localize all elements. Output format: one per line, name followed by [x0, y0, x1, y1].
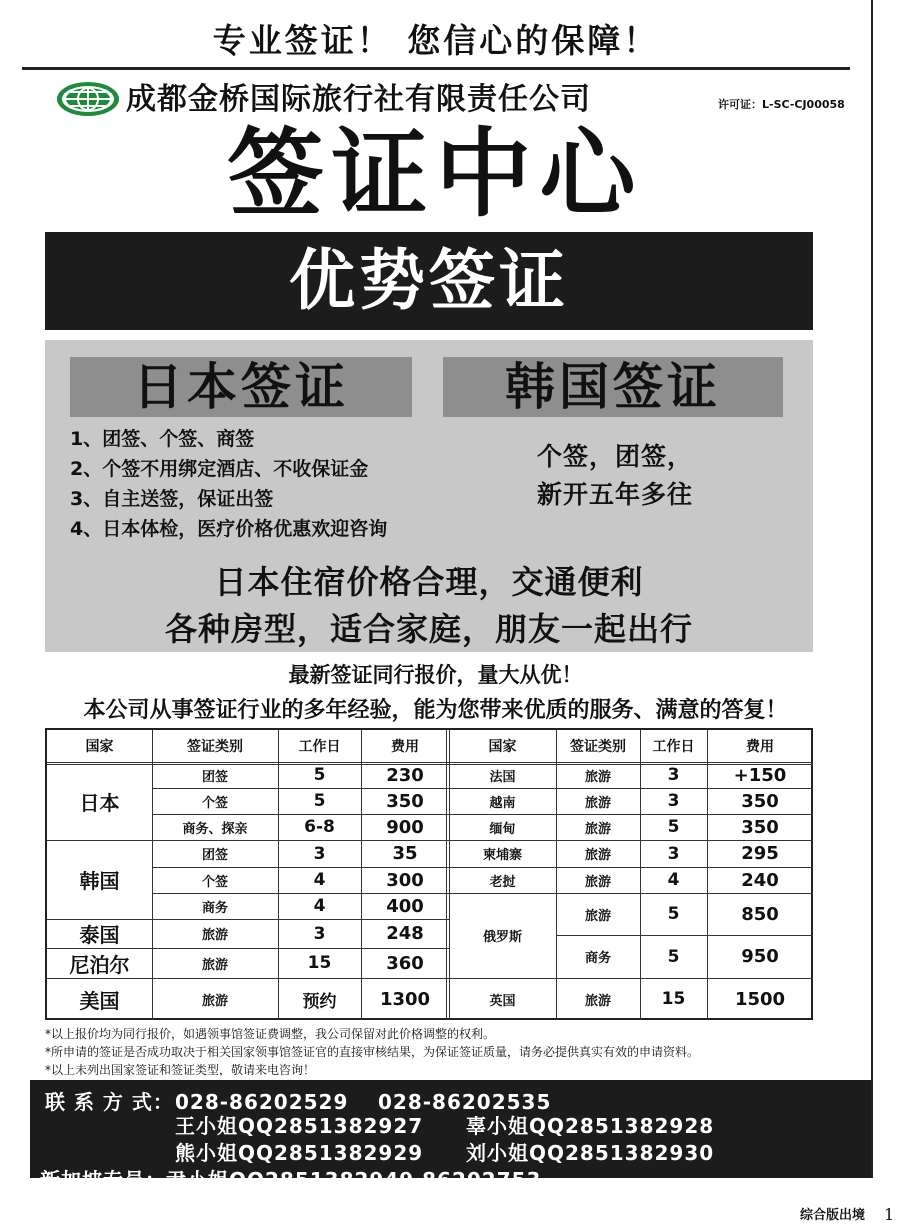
- slogan-divider: [22, 67, 850, 70]
- table-grid-line: [152, 730, 153, 1020]
- contact-qq-xiong: 熊小姐QQ2851382929: [175, 1141, 424, 1165]
- table-grid-line: [707, 730, 708, 1020]
- country-cell: 俄罗斯: [482, 930, 522, 945]
- fee-cell: 350: [386, 790, 424, 812]
- visa-type-cell: 团签: [201, 769, 228, 785]
- japan-feature-list: [70, 424, 387, 544]
- fee-cell: 248: [386, 923, 424, 944]
- globe-logo-icon: [55, 80, 121, 118]
- list-item: 2、个签不用绑定酒店、不收保证金: [70, 458, 369, 480]
- japan-visa-tag: 日本签证: [70, 357, 412, 417]
- contact-qq-liu: 刘小姐QQ2851382930: [466, 1141, 715, 1165]
- contact-phone-1: 028-86202529: [175, 1090, 349, 1114]
- visa-type-cell: 旅游: [584, 821, 611, 837]
- visa-type-cell: 个签: [201, 795, 228, 811]
- country-cell: 柬埔寨: [482, 848, 522, 863]
- contact-singapore: 新加坡专员：尹小姐QQ2851382949 86202753: [40, 1168, 542, 1192]
- table-header-cell: 工作日: [652, 739, 695, 755]
- country-cell: 尼泊尔: [69, 952, 130, 977]
- country-cell: 越南: [489, 795, 516, 811]
- slogan: 专业签证！ 您信心的保障！: [212, 21, 660, 60]
- fee-cell: 400: [386, 895, 424, 917]
- workdays-cell: 预约: [302, 991, 337, 1012]
- workdays-cell: 5: [313, 765, 326, 785]
- workdays-cell: 3: [313, 923, 326, 944]
- visa-type-cell: 旅游: [201, 993, 228, 1009]
- banner-title: 优势签证: [289, 242, 569, 319]
- table-grid-line: [361, 730, 362, 1020]
- table-header-cell: 国家: [488, 739, 517, 755]
- footnote: *所申请的签证是否成功取决于相关国家领事馆签证官的直接审核结果，为保证签证质量，请务必提供真实有效的申请资料。: [45, 1045, 700, 1059]
- korea-line: 新开五年多往: [536, 480, 693, 509]
- list-item: 4、日本体检，医疗价格优惠欢迎咨询: [70, 518, 388, 540]
- workdays-cell: 3: [667, 843, 680, 864]
- contact-label: 联 系 方 式：: [45, 1090, 174, 1114]
- table-grid-line: [446, 730, 447, 1020]
- fee-cell: 1300: [379, 988, 431, 1010]
- promo-line-2: 各种房型，适合家庭，朋友一起出行: [164, 610, 693, 648]
- country-cell: 英国: [489, 993, 516, 1009]
- visa-type-cell: 团签: [201, 848, 228, 863]
- visa-type-cell: 旅游: [201, 928, 228, 943]
- fee-cell: 900: [386, 816, 424, 838]
- visa-type-cell: 旅游: [584, 908, 611, 924]
- company-statement: 本公司从事签证行业的多年经验，能为您带来优质的服务、满意的答复！: [83, 698, 788, 723]
- table-header-cell: 签证类别: [570, 739, 626, 755]
- promo-line-1: 日本住宿价格合理，交通便利: [214, 563, 644, 601]
- fee-cell: 350: [741, 790, 779, 812]
- table-grid-line: [278, 730, 279, 1020]
- contact-phone-2: 028-86202535: [378, 1090, 552, 1114]
- workdays-cell: 5: [667, 817, 680, 837]
- country-cell: 泰国: [79, 923, 120, 947]
- country-cell: 缅甸: [489, 821, 516, 837]
- workdays-cell: 3: [313, 843, 326, 864]
- country-cell: 日本: [79, 790, 120, 815]
- page-title: 签证中心: [227, 118, 644, 230]
- workdays-cell: 15: [661, 989, 686, 1009]
- korea-visa-tag: 韩国签证: [443, 357, 783, 417]
- visa-type-cell: 旅游: [584, 769, 611, 785]
- license-number: 许可证：L-SC-CJ00058: [718, 98, 845, 111]
- table-header-cell: 签证类别: [187, 739, 243, 755]
- table-grid-line: [640, 730, 641, 1020]
- fee-cell: 300: [386, 869, 424, 891]
- company-name: 成都金桥国际旅行社有限责任公司: [126, 82, 591, 117]
- visa-type-cell: 旅游: [201, 957, 228, 973]
- korea-line: 个签，团签，: [536, 442, 693, 471]
- page-frame-line: [871, 0, 873, 1178]
- workdays-cell: 5: [667, 946, 680, 967]
- table-header-cell: 工作日: [298, 739, 341, 755]
- visa-type-cell: 商务: [584, 951, 611, 966]
- country-cell: 法国: [489, 769, 516, 785]
- page-number: 1: [884, 1205, 895, 1224]
- country-cell: 美国: [79, 988, 120, 1013]
- workdays-cell: 4: [313, 870, 326, 890]
- contact-qq-gu: 辜小姐QQ2851382928: [466, 1114, 715, 1138]
- visa-type-cell: 商务: [201, 900, 228, 916]
- workdays-cell: 6-8: [304, 817, 335, 837]
- fee-cell: 360: [386, 952, 424, 974]
- contact-qq-wang: 王小姐QQ2851382927: [175, 1114, 424, 1138]
- visa-type-cell: 旅游: [584, 795, 611, 811]
- list-item: 3、自主送签，保证出签: [70, 488, 274, 510]
- table-header-cell: 国家: [85, 739, 114, 755]
- fee-cell: +150: [733, 764, 787, 786]
- visa-type-cell: 商务、探亲: [182, 821, 248, 837]
- workdays-cell: 5: [667, 904, 680, 924]
- fee-cell: 35: [392, 843, 418, 864]
- footnote: *以上报价均为同行报价，如遇领事馆签证费调整，我公司保留对此价格调整的权利。: [45, 1027, 496, 1041]
- footnote: *以上未列出国家签证和签证类型，敬请来电咨询！: [45, 1063, 316, 1077]
- fee-cell: 295: [741, 843, 779, 864]
- list-item: 1、团签、个签、商签: [70, 428, 255, 450]
- price-headline: 最新签证同行报价，量大从优！: [288, 663, 583, 687]
- fee-cell: 240: [741, 869, 779, 891]
- country-cell: 韩国: [79, 869, 120, 893]
- table-grid-line: [449, 730, 450, 1020]
- visa-type-cell: 旅游: [584, 848, 611, 863]
- fee-cell: 850: [741, 903, 779, 925]
- workdays-cell: 4: [313, 896, 326, 916]
- workdays-cell: 3: [667, 791, 680, 811]
- footnotes: [45, 1025, 699, 1079]
- fee-cell: 1500: [734, 988, 786, 1010]
- korea-feature-text: [470, 438, 760, 514]
- visa-type-cell: 旅游: [584, 874, 611, 890]
- visa-type-cell: 个签: [201, 874, 228, 890]
- fee-cell: 350: [741, 816, 779, 838]
- table-header-cell: 费用: [746, 739, 774, 755]
- workdays-cell: 15: [307, 953, 332, 973]
- workdays-cell: 5: [313, 791, 326, 811]
- country-cell: 老挝: [489, 874, 516, 890]
- workdays-cell: 4: [667, 870, 680, 890]
- fee-cell: 230: [386, 764, 424, 786]
- visa-type-cell: 旅游: [584, 993, 611, 1009]
- section-label: 综合版出境: [800, 1208, 866, 1223]
- price-table: [45, 728, 813, 1020]
- table-grid-line: [556, 730, 557, 1020]
- fee-cell: 950: [741, 946, 779, 967]
- workdays-cell: 3: [667, 765, 680, 785]
- table-header-cell: 费用: [391, 739, 419, 755]
